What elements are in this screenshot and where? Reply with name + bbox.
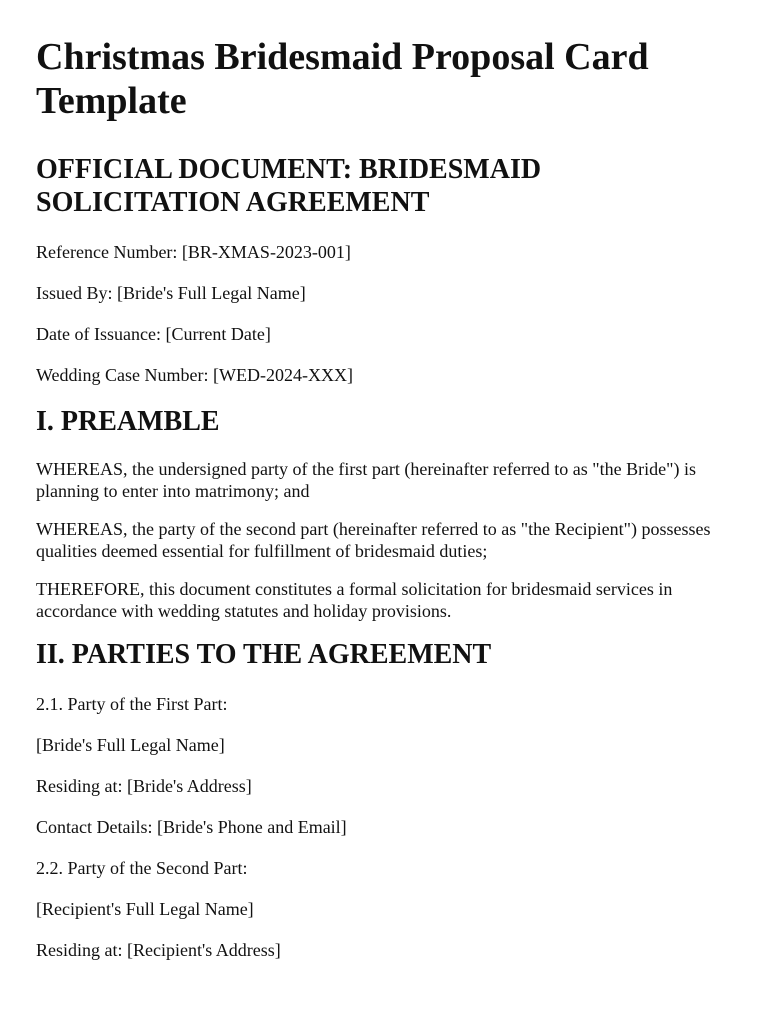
date-of-issuance: Date of Issuance: [Current Date] — [36, 324, 271, 344]
preamble-section — [36, 458, 734, 622]
party-line: 2.1. Party of the First Part: — [36, 694, 228, 714]
preamble-heading: I. PREAMBLE — [36, 406, 220, 437]
party-line: Residing at: [Recipient's Address] — [36, 940, 281, 960]
document-title: Christmas Bridesmaid Proposal Card Template — [36, 36, 649, 122]
document-subtitle: OFFICIAL DOCUMENT: BRIDESMAID SOLICITATION AGREEMENT — [36, 154, 542, 218]
issued-by: Issued By: [Bride's Full Legal Name] — [36, 283, 306, 303]
parties-section — [36, 693, 734, 962]
preamble-paragraph: WHEREAS, the party of the second part (hereinafter referred to as "the Recipient") possesses qualities deemed essential for fulfillment of bridesmaid duties; — [36, 519, 711, 561]
party-line: Contact Details: [Bride's Phone and Email] — [36, 817, 347, 837]
document-metadata — [36, 241, 734, 387]
preamble-paragraph: THEREFORE, this document constitutes a formal solicitation for bridesmaid services in accordance with wedding statutes and holiday provisions. — [36, 579, 673, 621]
party-line: 2.2. Party of the Second Part: — [36, 858, 248, 878]
parties-heading: II. PARTIES TO THE AGREEMENT — [36, 639, 492, 670]
reference-number: Reference Number: [BR-XMAS-2023-001] — [36, 242, 351, 262]
party-line: [Bride's Full Legal Name] — [36, 735, 225, 755]
wedding-case-number: Wedding Case Number: [WED-2024-XXX] — [36, 365, 353, 385]
party-line: Residing at: [Bride's Address] — [36, 776, 252, 796]
party-line: [Recipient's Full Legal Name] — [36, 899, 254, 919]
preamble-paragraph: WHEREAS, the undersigned party of the first part (hereinafter referred to as "the Bride") is planning to enter into matrimony; and — [36, 459, 696, 501]
